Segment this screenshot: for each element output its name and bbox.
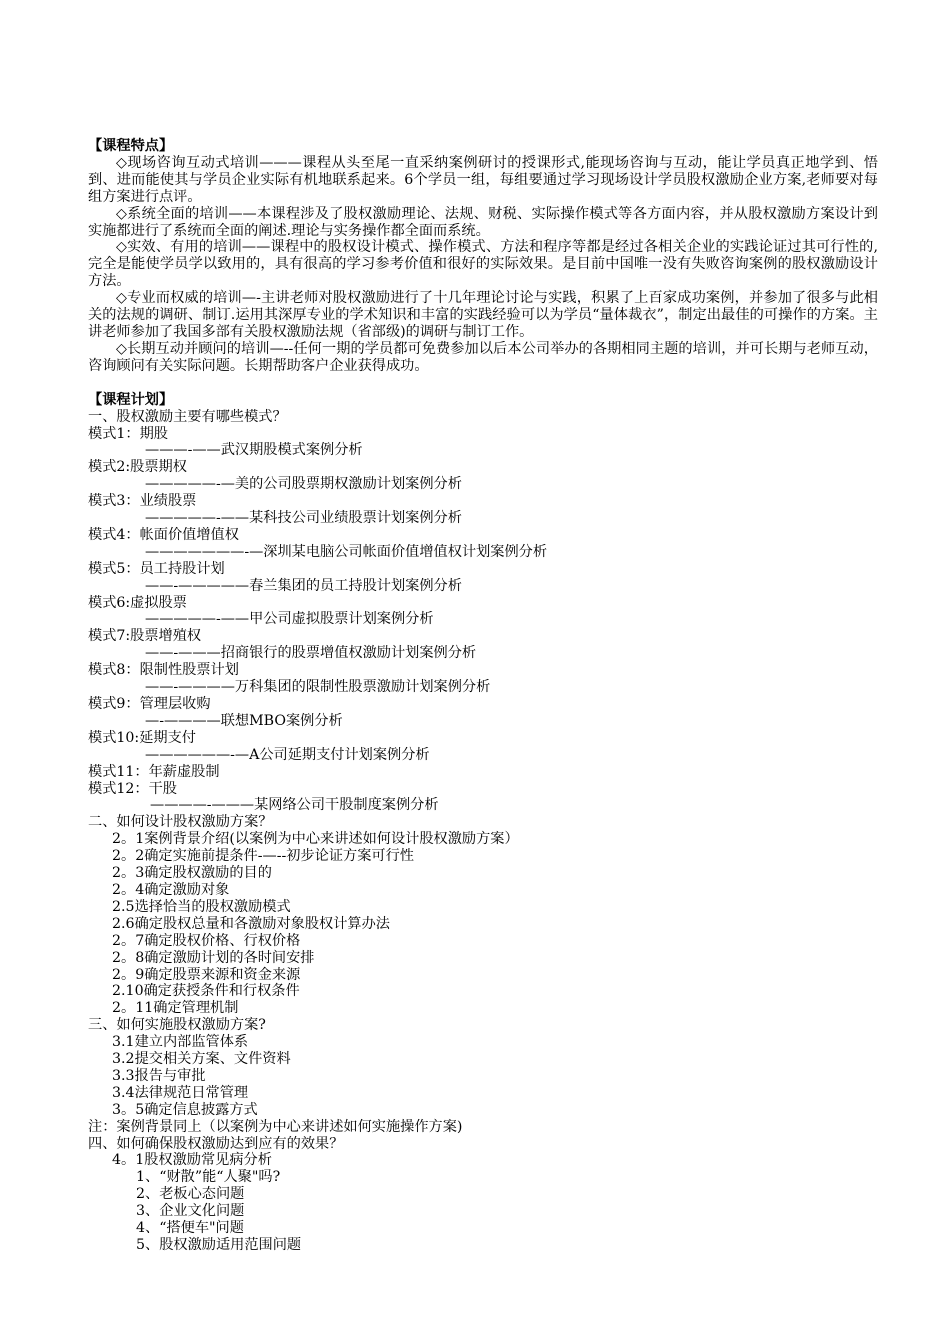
- list-item: 3。5确定信息披露方式: [112, 1101, 258, 1118]
- mode-case: ——-—————春兰集团的员工持股计划案例分析: [145, 577, 462, 594]
- sub-list-item: 2、老板心态问题: [136, 1186, 245, 1203]
- section-gap: [88, 375, 878, 392]
- mode-case: —————-——甲公司虚拟股票计划案例分析: [145, 611, 434, 628]
- section-title: 一、股权激励主要有哪些模式？: [88, 408, 287, 425]
- mode-case: ———————-—深圳某电脑公司帐面价值增值权计划案例分析: [145, 543, 548, 560]
- mode-case: —————-—美的公司股票期权激励计划案例分析: [145, 476, 462, 493]
- list-item: 2.10确定获授条件和行权条件: [112, 983, 300, 1000]
- list-item: 2.5选择恰当的股权激励模式: [112, 898, 291, 915]
- list-item: 4。1股权激励常见病分析: [112, 1152, 272, 1169]
- list-item: 3.3报告与审批: [112, 1067, 206, 1084]
- feature-paragraph: ◇实效、有用的培训——课程中的股权设计模式、操作模式、方法和程序等都是经过各相关企业的实践论证过其可行性的,完全是能使学员学以致用的，具有很高的学习参考价值和很好的实际效果。是目前中国唯一没有失败咨询案例的股权激励设计方法。: [88, 239, 878, 290]
- mode-name: 模式3：业绩股票: [88, 493, 197, 510]
- feature-paragraph: ◇专业而权威的培训—-主讲老师对股权激励进行了十几年理论讨论与实践，积累了上百家成功案例，并参加了很多与此相关的法规的调研、制订.运用其深厚专业的学术知识和丰富的实践经验可以为学员“量体裁衣”，制定出最佳的可操作的方案。主讲老师参加了我国多部有关股权激励法规（省部级)的调研与制订工作。: [88, 290, 878, 340]
- mode-case: ——————-—A公司延期支付计划案例分析: [145, 746, 430, 763]
- list-item: 2。9确定股票来源和资金来源: [112, 966, 301, 983]
- list-item: 2。1案例背景介绍(以案例为中心来讲述如何设计股权激励方案）: [112, 831, 519, 848]
- section-note: 注：案例背景同上（以案例为中心来讲述如何实施操作方案): [88, 1118, 463, 1135]
- mode-case: ——-————万科集团的限制性股票激励计划案例分析: [145, 679, 491, 696]
- mode-name: 模式2:股票期权: [88, 459, 187, 476]
- section-title: 三、如何实施股权激励方案?: [88, 1017, 266, 1034]
- mode-case: ———-——武汉期股模式案例分析: [145, 442, 363, 459]
- mode-case: ————-———某网络公司干股制度案例分析: [150, 797, 439, 814]
- list-item: 2.6确定股权总量和各激励对象股权计算办法: [112, 915, 390, 932]
- list-item: 3.4法律规范日常管理: [112, 1084, 249, 1101]
- mode-name: 模式5：员工持股计划: [88, 560, 225, 577]
- feature-paragraph: ◇现场咨询互动式培训———课程从头至尾一直采纳案例研讨的授课形式,能现场咨询与互动，能让学员真正地学到、悟到、进而能使其与学员企业实际有机地联系起来。6个学员一组，每组要通过学习现场设计学员股权激励企业方案,老师要对每组方案进行点评。: [88, 154, 878, 205]
- list-item: 2。4确定激励对象: [112, 881, 230, 898]
- list-item: 2。2确定实施前提条件-—--初步论证方案可行性: [112, 848, 414, 865]
- document-page: [88, 138, 878, 1254]
- mode-name: 模式7:股票增殖权: [88, 628, 202, 645]
- feature-paragraph: ◇长期互动并顾问的培训—--任何一期的学员都可免费参加以后本公司举办的各期相同主题的培训，并可长期与老师互动，咨询顾问有关实际问题。长期帮助客户企业获得成功。: [88, 340, 878, 374]
- mode-case: —————-——某科技公司业绩股票计划案例分析: [145, 510, 462, 527]
- list-item: 2。3确定股权激励的目的: [112, 865, 272, 882]
- section-title: 四、如何确保股权激励达到应有的效果？: [88, 1135, 344, 1152]
- mode-name: 模式1：期股: [88, 425, 168, 442]
- mode-name: 模式10:延期支付: [88, 729, 196, 746]
- list-item: 2。8确定激励计划的各时间安排: [112, 949, 315, 966]
- mode-name: 模式4：帐面价值增值权: [88, 526, 239, 543]
- feature-paragraph: ◇系统全面的培训——本课程涉及了股权激励理论、法规、财税、实际操作模式等各方面内容，并从股权激励方案设计到实施都进行了系统而全面的阐述.理论与实务操作都全面而系统。: [88, 205, 878, 239]
- section-title: 二、如何设计股权激励方案？: [88, 814, 273, 831]
- list-item: 2。7确定股权价格、行权价格: [112, 932, 301, 949]
- plan-heading: 【课程计划】: [88, 391, 174, 408]
- mode-name: 模式12：干股: [88, 780, 177, 797]
- mode-name: 模式11：年薪虚股制: [88, 763, 220, 780]
- mode-case: ——-———招商银行的股票增值权激励计划案例分析: [145, 645, 477, 662]
- list-item: 3.1建立内部监管体系: [112, 1034, 249, 1051]
- mode-case: —-————联想MBO案例分析: [145, 712, 343, 729]
- mode-name: 模式9：管理层收购: [88, 696, 211, 712]
- mode-name: 模式8：限制性股票计划: [88, 662, 239, 679]
- mode-name: 模式6:虚拟股票: [88, 594, 187, 611]
- sub-list-item: 5、股权激励适用范围问题: [136, 1237, 302, 1253]
- sub-list-item: 1、“财散”能“人聚"吗?: [136, 1169, 281, 1186]
- features-heading: 【课程特点】: [88, 138, 174, 154]
- list-item: 3.2提交相关方案、文件资料: [112, 1051, 291, 1068]
- sub-list-item: 4、“搭便车"问题: [136, 1220, 244, 1237]
- sub-list-item: 3、企业文化问题: [136, 1203, 245, 1220]
- list-item: 2。11确定管理机制: [112, 1000, 239, 1017]
